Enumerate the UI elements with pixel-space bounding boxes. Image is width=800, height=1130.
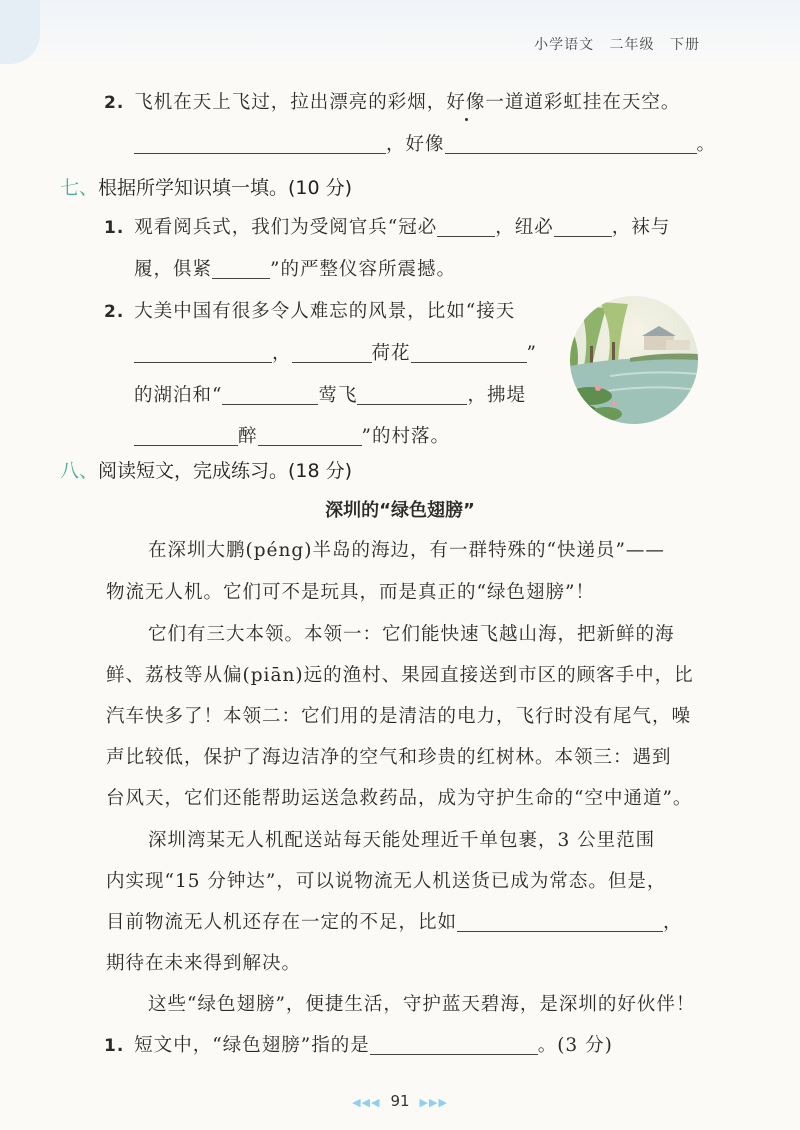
- s7-q2-line3-b: 莺飞: [318, 385, 358, 406]
- s8-q1-line: [104, 1031, 613, 1057]
- section8-number: 八、: [60, 460, 99, 482]
- right-arrows-icon: ▶▶▶: [419, 1096, 448, 1109]
- answer-blank[interactable]: [134, 361, 272, 363]
- s7-q2-line3: [134, 381, 526, 407]
- answer-blank[interactable]: [222, 403, 318, 405]
- q6-2-number: 2.: [104, 93, 125, 113]
- answer-blank[interactable]: [292, 361, 372, 363]
- s7-q2-line2-c: ”: [526, 343, 537, 364]
- s7-q1-text-b: ，纽必: [495, 217, 554, 238]
- answer-blank[interactable]: [437, 235, 495, 237]
- answer-blank[interactable]: [212, 277, 270, 279]
- s7-q1-line1: [104, 213, 670, 239]
- s7-q2-line1-text: 大美中国有很多令人难忘的风景，比如“接天: [134, 301, 516, 322]
- s7-q1-line2: [134, 255, 456, 281]
- section7-title-text: 根据所学知识填一填。(10 分): [98, 177, 353, 199]
- paragraph-line: 期待在未来得到解决。: [106, 953, 302, 974]
- q6-2-line1: [104, 88, 680, 114]
- left-arrows-icon: ◀◀◀: [352, 1096, 381, 1109]
- s7-q2-line2-a: ，: [272, 343, 292, 364]
- q6-2-line2-mid: ，好像: [386, 134, 445, 155]
- q6-2-text-before: 飞机在天上飞过，拉出漂亮的彩烟，: [134, 92, 447, 113]
- page-footer: [0, 1092, 800, 1110]
- section7-number: 七、: [60, 177, 99, 199]
- header-volume: 下册: [670, 37, 700, 53]
- answer-blank[interactable]: [554, 235, 612, 237]
- answer-blank[interactable]: [258, 444, 362, 446]
- s7-q1-text-c: ，袜与: [611, 217, 671, 238]
- answer-blank[interactable]: [411, 361, 527, 363]
- paragraph-line: 深圳湾某无人机配送站每天能处理近千单包裹，3 公里范围: [148, 830, 656, 851]
- section8-title-text: 阅读短文，完成练习。(18 分): [98, 460, 353, 482]
- paragraph-line: 鲜、荔枝等从偏(piān)远的渔村、果园直接送到市区的顾客手中，比: [106, 665, 694, 686]
- page-number: 91: [390, 1092, 410, 1110]
- s7-q2-line2-b: 荷花: [371, 343, 411, 364]
- s7-q1-number: 1.: [104, 218, 125, 238]
- answer-blank[interactable]: [134, 444, 238, 446]
- q6-2-line2-end: 。: [696, 134, 717, 155]
- paragraph-line: 在深圳大鹏(péng)半岛的海边，有一群特殊的“快递员”——: [148, 540, 665, 561]
- s7-q2-line4-b: ”的村落。: [361, 426, 450, 447]
- paragraph-line: 它们有三大本领。本领一：它们能快速飞越山海，把新鲜的海: [148, 624, 675, 645]
- answer-blank[interactable]: [445, 152, 697, 154]
- s7-q2-line2: [134, 339, 537, 365]
- paragraph-line-with-blank: [106, 908, 683, 934]
- s7-q1-line2-b: ”的严整仪容所震撼。: [270, 259, 456, 280]
- s7-q2-number: 2.: [104, 302, 125, 322]
- lotus-lake-scene-icon: [570, 296, 698, 424]
- s7-q2-line4-a: 醉: [238, 426, 258, 447]
- s8-q1-end: 。(3 分): [537, 1035, 613, 1056]
- s7-q2-line3-a: 的湖泊和“: [134, 385, 223, 406]
- s7-q2-line3-c: ，拂堤: [467, 385, 526, 406]
- q6-2-dotted-word: 好像: [446, 92, 486, 113]
- paragraph-text: 目前物流无人机还存在一定的不足，比如: [106, 912, 458, 933]
- s7-q1-text-a: 观看阅兵式，我们为受阅官兵“冠必: [134, 217, 438, 238]
- answer-blank[interactable]: [134, 152, 386, 154]
- s7-q2-line4: [134, 422, 450, 448]
- section8-title: [60, 456, 352, 483]
- paragraph-line: 台风天，它们还能帮助运送急救药品，成为守护生命的“空中通道”。: [106, 788, 693, 809]
- s7-q2-line1: [104, 297, 515, 323]
- q6-2-line2: [134, 130, 716, 156]
- article-title: 深圳的“绿色翅膀”: [325, 500, 475, 521]
- q6-2-text-after: 一道道彩虹挂在天空。: [485, 92, 681, 113]
- answer-blank[interactable]: [457, 930, 663, 932]
- header-background: [0, 0, 800, 64]
- paragraph-text-end: ，: [663, 912, 683, 933]
- header-subject: 小学语文: [534, 37, 595, 53]
- answer-blank[interactable]: [370, 1053, 538, 1055]
- s8-q1-number: 1.: [104, 1036, 125, 1056]
- paragraph-line: 内实现“15 分钟达”，可以说物流无人机送货已成为常态。但是，: [106, 871, 667, 892]
- header-grade: 二年级: [609, 37, 655, 53]
- paragraph-line: 物流无人机。它们可不是玩具，而是真正的“绿色翅膀”！: [106, 582, 595, 603]
- lotus-lake-illustration: [570, 296, 698, 424]
- s7-q1-line2-a: 履，俱紧: [134, 259, 213, 280]
- answer-blank[interactable]: [357, 403, 467, 405]
- paragraph-line: 声比较低，保护了海边洁净的空气和珍贵的红树林。本领三：遇到: [106, 747, 672, 768]
- paragraph-line: 汽车快多了！本领二：它们用的是清洁的电力，飞行时没有尾气，噪: [106, 706, 692, 727]
- section7-title: [60, 173, 352, 200]
- page-header: [524, 34, 700, 54]
- paragraph-line: 这些“绿色翅膀”，便捷生活，守护蓝天碧海，是深圳的好伙伴！: [148, 994, 696, 1015]
- s8-q1-text: 短文中，“绿色翅膀”指的是: [134, 1035, 370, 1056]
